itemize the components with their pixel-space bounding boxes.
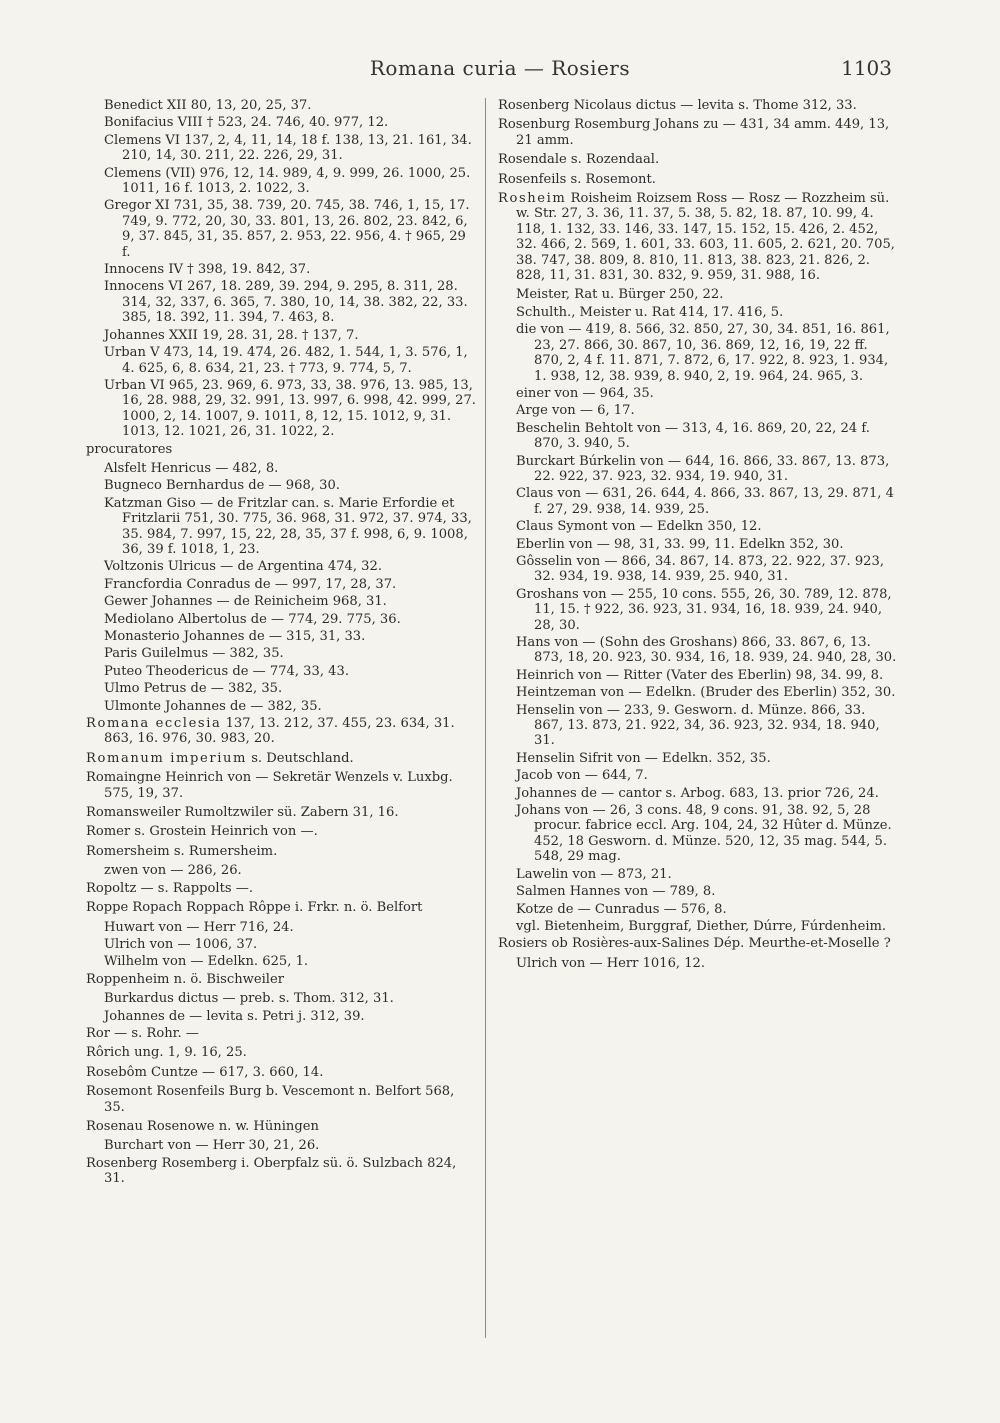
entry-text: Alsfelt Henricus — 482, 8. <box>104 460 279 476</box>
entry-text: Claus von — 631, 26. 644, 4. 866, 33. 867, 13, 29. 871, 4 f. 27, 29. 938, 14. 939, 25. <box>516 486 894 517</box>
index-subentry <box>86 937 478 952</box>
index-subentry <box>86 198 478 260</box>
index-subentry <box>498 703 898 749</box>
entry-text: Johannes XXII 19, 28. 31, 28. † 137, 7. <box>104 327 359 343</box>
entry-text: Claus Symont von — Edelkn 350, 12. <box>516 519 762 535</box>
page-number: 1103 <box>841 56 892 80</box>
index-subentry <box>498 454 898 485</box>
entry-text: Wilhelm von — Edelkn. 625, 1. <box>104 954 309 970</box>
entry-text: Eberlin von — 98, 31, 33. 99, 11. Edelkn 352, 30. <box>516 536 844 552</box>
entry-text: Johannes de — cantor s. Arbog. 683, 13. prior 726, 24. <box>516 785 879 801</box>
entry-text: Roppenheim n. ö. Bischweiler <box>86 971 285 987</box>
entry-text: Rosenfeils s. Rosemont. <box>498 171 656 187</box>
index-entry <box>86 442 478 457</box>
index-entry <box>86 972 478 987</box>
index-subentry <box>498 287 898 302</box>
entry-text: Paris Guilelmus — 382, 35. <box>104 646 284 662</box>
index-subentry <box>498 554 898 585</box>
entry-text: vgl. Bietenheim, Burggraf, Diether, Dúrre, Fúrdenheim. <box>516 918 887 934</box>
entry-text: Urban VI 965, 23. 969, 6. 973, 33, 38. 976, 13. 985, 13, 16, 28. 988, 29, 32. 991, 13. 997, 6. 998, 42. 999, 27. 1000, 2, 14. 1007, 9. 1011, 8, 12, 15. 1012, 9, 31. 1013, 12. 1021, 26, 31. 1022, 2. <box>104 377 476 440</box>
entry-text: Romersheim s. Rumersheim. <box>86 843 278 859</box>
index-subentry <box>498 902 898 917</box>
entry-text: Gewer Johannes — de Reinicheim 968, 31. <box>104 594 387 610</box>
entry-text: Schulth., Meister u. Rat 414, 17. 416, 5. <box>516 304 784 320</box>
spaced-headword: Rosheim <box>498 191 567 207</box>
entry-text: Arge von — 6, 17. <box>516 403 635 419</box>
entry-text: Burckart Búrkelin von — 644, 16. 866, 33. 867, 13. 873, 22. 922, 37. 923, 32. 934, 19. 940, 31. <box>516 453 890 484</box>
index-entry <box>86 1065 478 1080</box>
index-subentry <box>498 519 898 534</box>
entry-text: Francfordia Conradus de — 997, 17, 28, 37. <box>104 576 397 592</box>
entry-text: Johans von — 26, 3 cons. 48, 9 cons. 91, 38. 92, 5, 28 procur. fabrice eccl. Arg. 104, 24, 32 Hûter d. Münze. 452, 18 Gesworn. d. Münze. 520, 12, 35 mag. 544, 5. 548, 29 mag. <box>516 803 892 865</box>
index-subentry <box>86 378 478 440</box>
index-subentry <box>498 884 898 899</box>
entry-text: zwen von — 286, 26. <box>104 863 242 879</box>
entry-text: Rosendale s. Rozendaal. <box>498 152 660 168</box>
index-subentry <box>86 262 478 277</box>
entry-text: Romaingne Heinrich von — Sekretär Wenzels v. Luxbg. 575, 19, 37. <box>86 770 453 801</box>
entry-text: Rosenburg Rosemburg Johans zu — 431, 34 amm. 449, 13, 21 amm. <box>498 117 890 148</box>
entry-text: Johannes de — levita s. Petri j. 312, 39. <box>104 1008 365 1024</box>
entry-text: Bugneco Bernhardus de — 968, 30. <box>104 478 340 494</box>
entry-text: Puteo Theodericus de — 774, 33, 43. <box>104 663 349 679</box>
index-subentry <box>498 305 898 320</box>
entry-text: Gregor XI 731, 35, 38. 739, 20. 745, 38. 746, 1, 15, 17. 749, 9. 772, 20, 30, 33. 801, 13, 26. 802, 23. 842, 6, 9, 37. 845, 31, 35. 857, 2. 953, 22. 956, 4. † 965, 29 f. <box>104 198 470 260</box>
index-entry <box>86 1026 478 1041</box>
index-subentry <box>498 768 898 783</box>
index-subentry <box>498 668 898 683</box>
index-subentry <box>86 863 478 878</box>
entry-text: Rosenau Rosenowe n. w. Hüningen <box>86 1118 319 1134</box>
index-subentry <box>498 956 898 971</box>
index-subentry <box>498 421 898 452</box>
index-subentry <box>86 646 478 661</box>
index-entry <box>86 716 478 747</box>
spaced-headword: Romanum imperium <box>86 750 248 766</box>
index-subentry <box>86 461 478 476</box>
index-subentry <box>86 920 478 935</box>
entry-text: Rosenberg Rosemberg i. Oberpfalz sü. ö. Sulzbach 824, 31. <box>86 1155 457 1187</box>
index-entry <box>86 844 478 859</box>
entry-text: Innocens IV † 398, 19. 842, 37. <box>104 262 311 278</box>
entry-text: Romer s. Grostein Heinrich von —. <box>86 824 318 840</box>
index-subentry <box>498 322 898 384</box>
entry-text: Ulrich von — 1006, 37. <box>104 936 258 952</box>
index-subentry <box>86 559 478 574</box>
entry-text: Lawelin von — 873, 21. <box>516 866 672 882</box>
entry-text: Mediolano Albertolus de — 774, 29. 775, 36. <box>104 611 401 627</box>
entry-text: Ulrich von — Herr 1016, 12. <box>516 955 706 971</box>
entry-text: Urban V 473, 14, 19. 474, 26. 482, 1. 544, 1, 3. 576, 1, 4. 625, 6, 8. 634, 21, 23. † 773, 9. 774, 5, 7. <box>104 345 468 376</box>
index-entry <box>86 751 478 766</box>
entry-text: Rôrich ung. 1, 9. 16, 25. <box>86 1045 247 1061</box>
index-subentry <box>498 751 898 766</box>
entry-text: procuratores <box>86 441 173 457</box>
index-subentry <box>86 629 478 644</box>
index-entry <box>86 1156 478 1187</box>
entry-text: Bonifacius VIII † 523, 24. 746, 40. 977, 12. <box>104 115 389 131</box>
entry-text: 137, 13. 212, 37. 455, 23. 634, 31. 863, 16. 976, 30. 983, 20. <box>104 716 455 747</box>
index-subentry <box>86 664 478 679</box>
index-subentry <box>498 635 898 666</box>
index-subentry <box>86 279 478 325</box>
entry-text: Benedict XII 80, 13, 20, 25, 37. <box>104 98 312 113</box>
entry-text: Gôsselin von — 866, 34. 867, 14. 873, 22. 922, 37. 923, 32. 934, 19. 938, 14. 939, 25. 940, 31. <box>516 553 884 585</box>
entry-text: Rosemont Rosenfeils Burg b. Vescemont n. Belfort 568, 35. <box>86 1084 455 1115</box>
index-subentry <box>86 681 478 696</box>
index-subentry <box>86 98 478 113</box>
index-subentry <box>86 166 478 197</box>
entry-text: Roppe Ropach Roppach Rôppe i. Frkr. n. ö. Belfort <box>86 900 423 916</box>
spaced-headword: Romana ecclesia <box>86 716 222 732</box>
entry-text: Romansweiler Rumoltzwiler sü. Zabern 31, 16. <box>86 805 399 821</box>
index-entry <box>86 881 478 896</box>
entry-text: Voltzonis Ulricus — de Argentina 474, 32. <box>104 559 383 575</box>
entry-text: Rosiers ob Rosières-aux-Salines Dép. Meurthe-et-Moselle ? <box>498 936 891 952</box>
entry-text: die von — 419, 8. 566, 32. 850, 27, 30, 34. 851, 16. 861, 23, 27. 866, 30. 867, 10, 36. 869, 12, 16, 19, 22 ff. 870, 2, 4 f. 11. 871, 7. 872, 6, 17. 922, 8. 923, 1. 934, 1. 938, 12, 38. 939, 8. 940, 2, 19. 964, 24. 965, 3. <box>516 322 890 384</box>
entry-text: s. Deutschland. <box>247 750 354 766</box>
page-header <box>0 56 1000 80</box>
entry-text: Innocens VI 267, 18. 289, 39. 294, 9. 295, 8. 311, 28. 314, 32, 337, 6. 365, 7. 380, 10, 14, 38. 382, 22, 33. 385, 18. 392, 11. 394, 7. 463, 8. <box>104 279 468 326</box>
index-subentry <box>498 685 898 700</box>
entry-text: Rosebôm Cuntze — 617, 3. 660, 14. <box>86 1064 324 1080</box>
index-subentry <box>86 954 478 969</box>
entry-text: Ulmo Petrus de — 382, 35. <box>104 681 283 697</box>
entry-text: Ropoltz — s. Rappolts —. <box>86 880 254 896</box>
index-subentry <box>498 786 898 801</box>
index-entry <box>86 900 478 915</box>
index-subentry <box>86 328 478 343</box>
index-entry <box>498 117 898 148</box>
index-entry <box>86 805 478 820</box>
index-subentry <box>498 537 898 552</box>
entry-text: Jacob von — 644, 7. <box>516 768 648 784</box>
left-column <box>86 98 478 1191</box>
index-entry <box>498 98 898 113</box>
index-subentry <box>86 115 478 130</box>
running-title: Romana curia — Rosiers <box>369 56 631 80</box>
index-entry <box>86 1045 478 1060</box>
index-subentry <box>498 803 898 865</box>
entry-text: Beschelin Behtolt von — 313, 4, 16. 869, 20, 22, 24 f. 870, 3. 940, 5. <box>516 420 870 452</box>
index-subentry <box>498 919 898 934</box>
entry-text: Groshans von — 255, 10 cons. 555, 26, 30. 789, 12. 878, 11, 15. † 922, 36. 923, 31. 934, 16, 18. 939, 24. 940, 28, 30. <box>516 586 892 633</box>
entry-text: Hans von — (Sohn des Groshans) 866, 33. 867, 6, 13. 873, 18, 20. 923, 30. 934, 16, 18. 939, 24. 940, 28, 30. <box>516 635 897 666</box>
index-entry <box>498 191 898 283</box>
index-subentry <box>86 1009 478 1024</box>
index-entry <box>86 1084 478 1115</box>
index-entry <box>86 824 478 839</box>
entry-text: Clemens VI 137, 2, 4, 11, 14, 18 f. 138, 13, 21. 161, 34. 210, 14, 30. 211, 22. 226, 29, 31. <box>104 132 472 164</box>
entry-text: Henselin von — 233, 9. Gesworn. d. Münze. 866, 33. 867, 13. 873, 21. 922, 34, 36. 923, 32. 934, 18. 940, 31. <box>516 702 880 749</box>
index-subentry <box>86 496 478 558</box>
index-subentry <box>498 403 898 418</box>
index-subentry <box>86 577 478 592</box>
entry-text: einer von — 964, 35. <box>516 385 654 401</box>
entry-text: Meister, Rat u. Bürger 250, 22. <box>516 287 724 303</box>
index-subentry <box>86 1138 478 1153</box>
index-subentry <box>498 867 898 882</box>
index-entry <box>498 152 898 167</box>
index-subentry <box>86 612 478 627</box>
entry-text: Ror — s. Rohr. — <box>86 1025 199 1041</box>
index-subentry <box>498 386 898 401</box>
index-subentry <box>498 587 898 633</box>
entry-text: Rosenberg Nicolaus dictus — levita s. Thome 312, 33. <box>498 98 857 113</box>
entry-text: Katzman Giso — de Fritzlar can. s. Marie Erfordie et Fritzlarii 751, 30. 775, 36. 968, 31. 972, 37. 974, 33, 35. 984, 7. 997, 15, 22, 28, 35, 37 f. 998, 6, 9. 1008, 36, 39 f. 1018, 1, 23. <box>104 495 472 557</box>
index-subentry <box>86 133 478 164</box>
entry-text: Burkardus dictus — preb. s. Thom. 312, 31. <box>104 991 394 1007</box>
right-column <box>498 98 898 973</box>
entry-text: Ulmonte Johannes de — 382, 35. <box>104 698 322 714</box>
entry-text: Monasterio Johannes de — 315, 31, 33. <box>104 629 366 644</box>
entry-text: Roisheim Roizsem Ross — Rosz — Rozzheim sü. w. Str. 27, 3. 36, 11. 37, 5. 38, 5. 82, 18. 87, 10. 99, 4. 118, 1. 132, 33. 146, 33. 147, 15. 152, 15. 426, 2. 452, 32. 466, 2. 569, 1. 601, 33. 603, 11. 605, 2. 621, 20. 705, 38. 747, 38. 809, 8. 810, 11. 813, 38. 823, 21. 826, 2. 828, 11, 31. 831, 30. 832, 9. 959, 31. 988, 16. <box>516 191 895 284</box>
index-entry <box>498 172 898 187</box>
entry-text: Huwart von — Herr 716, 24. <box>104 919 294 935</box>
index-subentry <box>86 991 478 1006</box>
index-entry <box>86 770 478 801</box>
column-divider <box>485 98 486 1338</box>
entry-text: Clemens (VII) 976, 12, 14. 989, 4, 9. 999, 26. 1000, 25. 1011, 16 f. 1013, 2. 1022, 3. <box>104 165 471 197</box>
index-entry <box>498 936 898 951</box>
entry-text: Heintzeman von — Edelkn. (Bruder des Eberlin) 352, 30. <box>516 685 896 701</box>
entry-text: Kotze de — Cunradus — 576, 8. <box>516 901 727 917</box>
index-subentry <box>86 345 478 376</box>
entry-text: Burchart von — Herr 30, 21, 26. <box>104 1138 320 1154</box>
entry-text: Salmen Hannes von — 789, 8. <box>516 884 716 900</box>
index-subentry <box>498 486 898 517</box>
index-subentry <box>86 699 478 714</box>
index-subentry <box>86 594 478 609</box>
entry-text: Henselin Sifrit von — Edelkn. 352, 35. <box>516 750 771 766</box>
index-entry <box>86 1119 478 1134</box>
entry-text: Heinrich von — Ritter (Vater des Eberlin) 98, 34. 99, 8. <box>516 667 884 683</box>
index-subentry <box>86 478 478 493</box>
